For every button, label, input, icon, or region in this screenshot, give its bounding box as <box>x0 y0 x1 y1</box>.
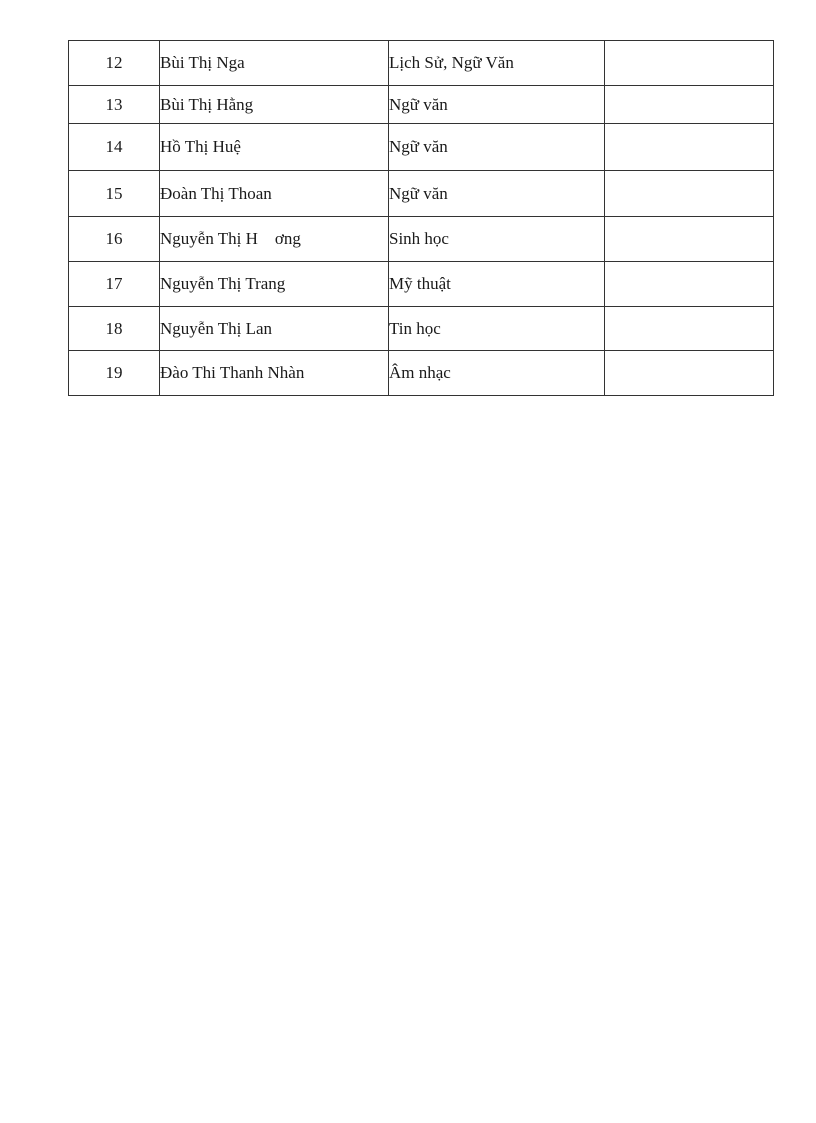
table-row <box>69 124 774 171</box>
row-number: 12 <box>69 41 160 86</box>
row-number: 14 <box>69 124 160 171</box>
table-row <box>69 351 774 396</box>
subject-cell: Ngữ văn <box>389 124 605 171</box>
subject-cell: Ngữ văn <box>389 86 605 124</box>
row-number: 16 <box>69 217 160 262</box>
row-number: 18 <box>69 307 160 351</box>
teacher-name: Hồ Thị Huệ <box>160 124 389 171</box>
row-number: 17 <box>69 262 160 307</box>
teacher-name: Nguyễn Thị Trang <box>160 262 389 307</box>
subject-cell: Tin học <box>389 307 605 351</box>
note-cell <box>605 351 774 396</box>
table-row <box>69 171 774 217</box>
row-number: 13 <box>69 86 160 124</box>
row-number: 15 <box>69 171 160 217</box>
teacher-name: Đoàn Thị Thoan <box>160 171 389 217</box>
subject-cell: Lịch Sử, Ngữ Văn <box>389 41 605 86</box>
subject-cell: Âm nhạc <box>389 351 605 396</box>
table-row <box>69 262 774 307</box>
subject-cell: Ngữ văn <box>389 171 605 217</box>
note-cell <box>605 171 774 217</box>
teacher-name: Bùi Thị Hằng <box>160 86 389 124</box>
teacher-name: Nguyễn Thị Lan <box>160 307 389 351</box>
subject-cell: Mỹ thuật <box>389 262 605 307</box>
note-cell <box>605 124 774 171</box>
table-row <box>69 217 774 262</box>
table-row <box>69 86 774 124</box>
teacher-name: Bùi Thị Nga <box>160 41 389 86</box>
teacher-name: Nguyễn Thị H ơng <box>160 217 389 262</box>
row-number: 19 <box>69 351 160 396</box>
table-row <box>69 41 774 86</box>
teacher-name: Đào Thi Thanh Nhàn <box>160 351 389 396</box>
note-cell <box>605 307 774 351</box>
note-cell <box>605 41 774 86</box>
note-cell <box>605 86 774 124</box>
note-cell <box>605 262 774 307</box>
table-row <box>69 307 774 351</box>
subject-cell: Sinh học <box>389 217 605 262</box>
staff-table <box>68 40 774 396</box>
note-cell <box>605 217 774 262</box>
